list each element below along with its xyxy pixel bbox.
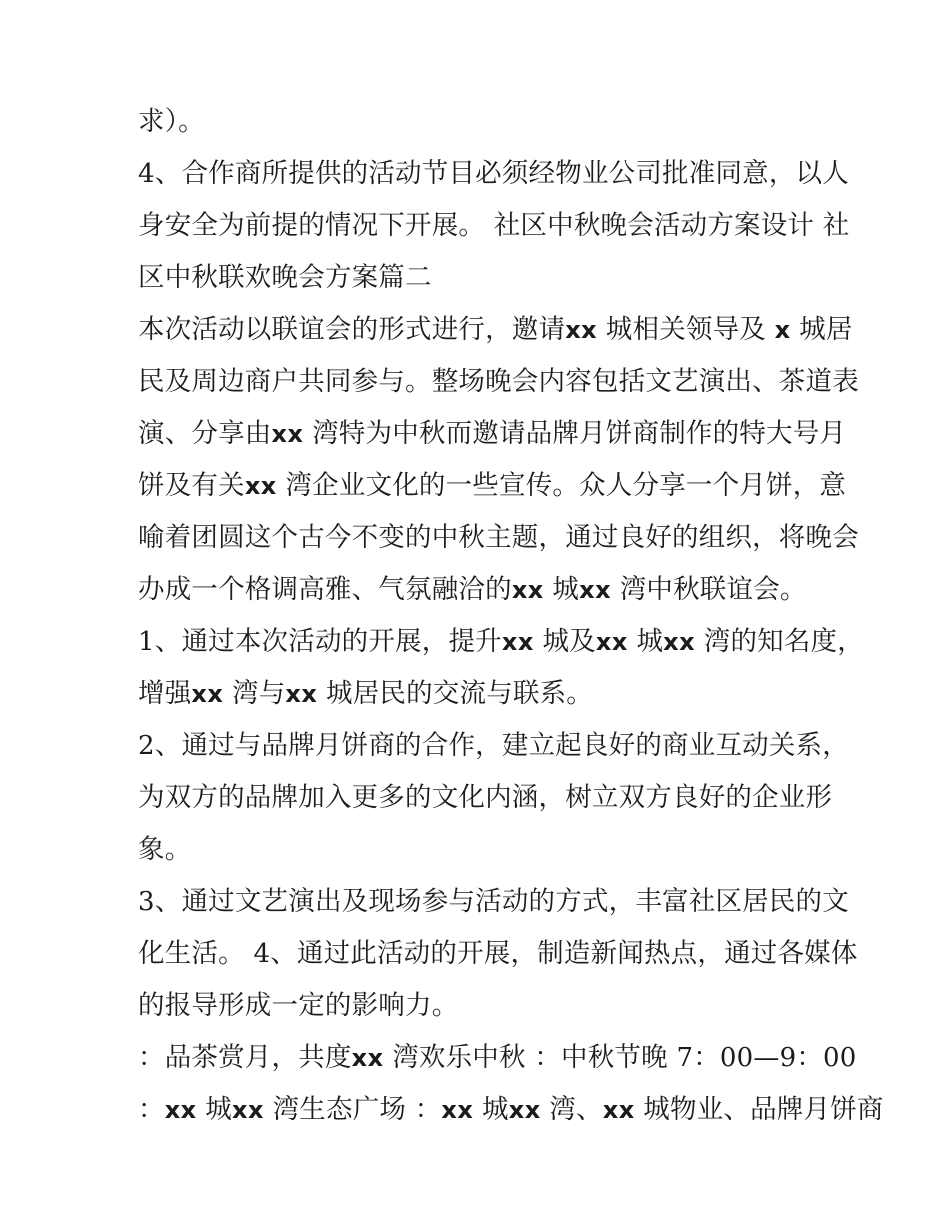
text-run-cjk: 的报导形成一定的影响力。 (138, 990, 459, 1021)
text-run-lat: xx (191, 680, 224, 708)
document-line (138, 772, 833, 824)
text-run-lat: x (774, 316, 791, 344)
text-run-cjk: 区中秋联欢晚会方案篇二 (138, 262, 432, 293)
text-run-cjk: 城居 (790, 314, 853, 345)
document-line (138, 1032, 857, 1084)
document-text-body (138, 96, 884, 1136)
text-run-cjk: 化生活。 (138, 938, 254, 969)
text-run-cjk: 城居民的交流与联系。 (317, 678, 593, 709)
document-line (138, 96, 814, 148)
document-line (138, 928, 858, 980)
text-run-fig: 00 (823, 1043, 857, 1073)
text-run-fig: 7 (676, 1043, 694, 1073)
text-run-cjk: 城物业、品牌月饼商 (634, 1094, 884, 1125)
text-run-cjk: 象。 (138, 834, 192, 865)
text-run-cjk: 城 (473, 1094, 509, 1125)
text-run-lat: xx (501, 628, 534, 656)
text-run-cjk: 、通过与品牌月饼商的合作，建立起良好的商业互动关系， (154, 730, 849, 761)
text-run-num: 2 (138, 731, 155, 761)
document-line (138, 148, 849, 200)
text-run-cjk: 、通过文艺演出及现场参与活动的方式，丰富社区居民的文 (154, 886, 849, 917)
document-line (138, 720, 849, 772)
text-run-cjk: ： (138, 1094, 165, 1125)
text-run-lat: xx (595, 628, 628, 656)
text-run-cjk: 增强 (138, 678, 192, 709)
text-run-lat: xx (579, 576, 612, 604)
text-run-cjk: 、通过本次活动的开展，提升 (154, 626, 502, 657)
text-run-cjk: 求）。 (138, 106, 205, 137)
document-line (138, 876, 849, 928)
text-run-num: 4 (253, 939, 271, 969)
text-run-num: 4 (138, 159, 155, 189)
text-run-cjk: 湾与 (223, 678, 286, 709)
document-line (138, 356, 859, 408)
text-run-lat: xx (285, 680, 318, 708)
text-run-cjk: 湾、 (540, 1094, 603, 1125)
document-line (138, 252, 814, 304)
text-run-cjk: 湾企业文化的一些宣传。众人分享一个月饼，意 (276, 470, 847, 501)
text-run-lat: xx (441, 1096, 474, 1124)
document-line (138, 512, 859, 564)
text-run-cjk: 身安全为前提的情况下开展。 社区中秋晚会活动方案设计 社 (138, 210, 850, 241)
text-run-lat: xx (602, 1096, 635, 1124)
text-run-cjk: 湾生态广场 ： (263, 1094, 442, 1125)
text-run-cjk: 城相关领导及 (597, 314, 775, 345)
text-run-cjk: 湾欢乐中秋 ：中秋节晚 (383, 1042, 677, 1073)
text-run-num: 3 (138, 887, 155, 917)
text-run-lat: xx (232, 1096, 264, 1124)
document-line (138, 200, 850, 252)
text-run-cjk: 湾的知名度， (695, 626, 864, 657)
text-run-cjk: 演、分享由 (138, 418, 272, 449)
text-run-cjk: 办成一个格调高雅、气氛融洽的 (138, 574, 512, 605)
text-run-cjk: ： (796, 1042, 824, 1073)
document-line (138, 616, 864, 668)
text-run-lat: xx (244, 472, 277, 500)
text-run-cjk: 湾特为中秋而邀请品牌月饼商制作的特大号月 (303, 418, 847, 449)
document-line (138, 408, 847, 460)
text-run-num: 1 (138, 627, 155, 657)
document-line (138, 460, 847, 512)
text-run-lat: xx (351, 1044, 384, 1072)
document-line (138, 564, 814, 616)
text-run-cjk: 喻着团圆这个古今不变的中秋主题，通过良好的组织，将晚会 (138, 522, 859, 553)
document-line (138, 980, 814, 1032)
text-run-cjk: 城 (196, 1094, 232, 1125)
text-run-cjk: 城 (627, 626, 664, 657)
text-run-cjk: ： (693, 1042, 720, 1073)
text-run-lat: xx (271, 420, 304, 448)
text-run-lat: xx (508, 1096, 541, 1124)
text-run-cjk: 为双方的品牌加入更多的文化内涵，树立双方良好的企业形 (138, 782, 833, 813)
text-run-cjk: 、合作商所提供的活动节目必须经物业公司批准同意，以人 (154, 158, 849, 189)
text-run-cjk: 城及 (533, 626, 596, 657)
text-run-cjk: 城 (543, 574, 580, 605)
text-run-lat: xx (663, 628, 696, 656)
text-run-cjk: 民及周边商户共同参与。整场晚会内容包括文艺演出、茶道表 (138, 366, 859, 397)
text-run-lat: xx (511, 576, 544, 604)
text-run-fig: 00—9 (719, 1043, 797, 1073)
text-run-cjk: 本次活动以联谊会的形式进行，邀请 (138, 314, 566, 345)
text-run-cjk: 、通过此活动的开展，制造新闻热点，通过各媒体 (270, 938, 858, 969)
document-line (138, 824, 814, 876)
text-run-cjk: 湾中秋联谊会。 (611, 574, 807, 605)
text-run-cjk: ：品茶赏月，共度 (138, 1042, 352, 1073)
document-line (138, 304, 853, 356)
text-run-lat: xx (565, 316, 598, 344)
text-run-cjk: 饼及有关 (138, 470, 245, 501)
text-run-lat: xx (164, 1096, 197, 1124)
document-line (138, 668, 814, 720)
document-line (138, 1084, 884, 1136)
